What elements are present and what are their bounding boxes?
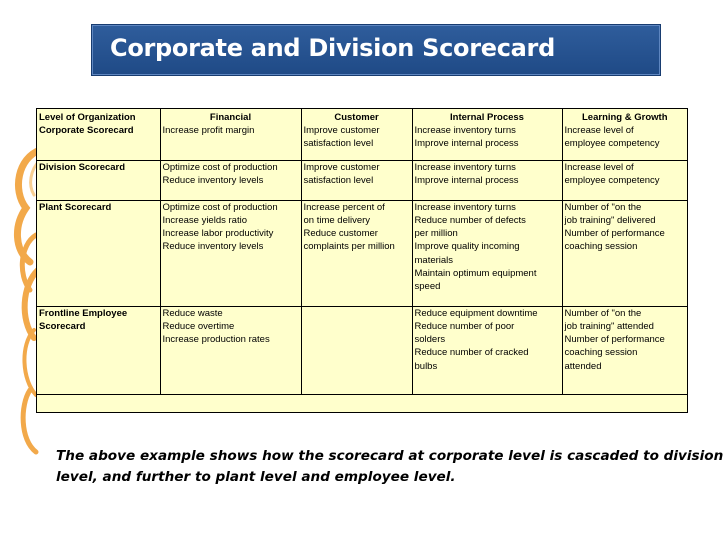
cell-line: Reduce customer	[303, 228, 378, 240]
cell-line: Improve quality incoming	[414, 241, 520, 253]
cell-line: Reduce waste	[162, 307, 223, 319]
cell-line: Frontline Employee	[39, 307, 128, 319]
cell-line: Reduce equipment downtime	[414, 307, 538, 319]
cell-line: Division Scorecard	[39, 161, 126, 173]
cell-line: Reduce number of defects	[414, 214, 526, 226]
cell-line: satisfaction level	[303, 174, 374, 186]
cell-line: employee competency	[564, 174, 660, 186]
cell-line: Increase percent of	[303, 201, 385, 213]
cell-line: Increase level of	[564, 125, 634, 137]
cell-line: Increase labor productivity	[162, 228, 274, 240]
cell-line: Maintain optimum equipment	[414, 267, 537, 279]
cell-line: Increase inventory turns	[414, 125, 516, 137]
cell-line: on time delivery	[303, 214, 371, 226]
cell-line: Increase yields ratio	[162, 214, 247, 226]
header-level: Level of Organization	[39, 112, 136, 123]
cell-line: Improve internal process	[414, 138, 519, 150]
cell-line: Improve customer	[303, 125, 380, 137]
cell-customer	[301, 124, 412, 160]
cell-line: Reduce inventory levels	[162, 174, 264, 186]
cell-financial	[160, 160, 301, 200]
cell-line: employee competency	[564, 138, 660, 150]
cell-line: Number of performance	[564, 334, 665, 346]
cell-financial	[160, 200, 301, 306]
cell-learning-growth	[562, 124, 687, 160]
table-row	[37, 124, 687, 160]
cell-line: attended	[564, 360, 602, 372]
footer-line: The above example shows how the scorecard at corporate level is cascaded to division	[56, 448, 724, 464]
cell-line: Plant Scorecard	[39, 201, 112, 213]
table-row	[37, 160, 687, 200]
cell-line: per million	[414, 228, 458, 240]
cell-internal-process	[412, 124, 562, 160]
header-internal-process: Internal Process	[412, 109, 562, 124]
table-row	[37, 200, 687, 306]
scorecard-table	[36, 108, 688, 413]
cell-internal-process	[412, 306, 562, 394]
cell-line: speed	[414, 280, 441, 292]
cell-line: Optimize cost of production	[162, 161, 278, 173]
cell-internal-process	[412, 200, 562, 306]
cell-financial	[160, 306, 301, 394]
header-financial: Financial	[160, 109, 301, 124]
cell-line: Scorecard	[39, 320, 86, 332]
slide-title: Corporate and Division Scorecard	[110, 34, 555, 62]
cell-line: Number of performance	[564, 228, 665, 240]
cell-line: Improve customer	[303, 161, 380, 173]
cell-level	[37, 306, 160, 394]
cell-internal-process	[412, 160, 562, 200]
cell-line: Reduce number of cracked	[414, 347, 529, 359]
cell-line: Increase production rates	[162, 334, 270, 346]
cell-level	[37, 200, 160, 306]
cell-line: Number of "on the	[564, 201, 642, 213]
header-learning-growth: Learning & Growth	[562, 109, 687, 124]
footer-note	[56, 446, 724, 488]
cell-line: Optimize cost of production	[162, 201, 278, 213]
cell-level	[37, 160, 160, 200]
cell-line: coaching session	[564, 241, 638, 253]
cell-level	[37, 124, 160, 160]
header-customer: Customer	[301, 109, 412, 124]
cell-financial	[160, 124, 301, 160]
cell-line: Increase level of	[564, 161, 634, 173]
cell-line: solders	[414, 334, 446, 346]
cell-learning-growth	[562, 200, 687, 306]
cell-line: job training" attended	[564, 320, 654, 332]
cell-line: Reduce inventory levels	[162, 241, 264, 253]
table-row	[37, 306, 687, 394]
cell-learning-growth	[562, 160, 687, 200]
footer-line: level, and further to plant level and employee level.	[56, 469, 456, 485]
cell-line: complaints per million	[303, 241, 395, 253]
cell-line: Corporate Scorecard	[39, 125, 134, 137]
cell-line: job training" delivered	[564, 214, 656, 226]
cell-line: materials	[414, 254, 454, 266]
cell-line: Improve internal process	[414, 174, 519, 186]
cell-line: satisfaction level	[303, 138, 374, 150]
cell-line: bulbs	[414, 360, 438, 372]
title-banner	[91, 24, 661, 76]
cell-line: Number of "on the	[564, 307, 642, 319]
header-row	[37, 109, 687, 124]
cell-line: Reduce overtime	[162, 320, 235, 332]
cell-line: Increase inventory turns	[414, 161, 516, 173]
cell-line: Increase inventory turns	[414, 201, 516, 213]
cell-line: Increase profit margin	[162, 125, 255, 137]
cell-learning-growth	[562, 306, 687, 394]
cell-line: Reduce number of poor	[414, 320, 515, 332]
cell-line: coaching session	[564, 347, 638, 359]
cell-customer	[301, 200, 412, 306]
cell-customer	[301, 306, 412, 394]
cell-customer	[301, 160, 412, 200]
